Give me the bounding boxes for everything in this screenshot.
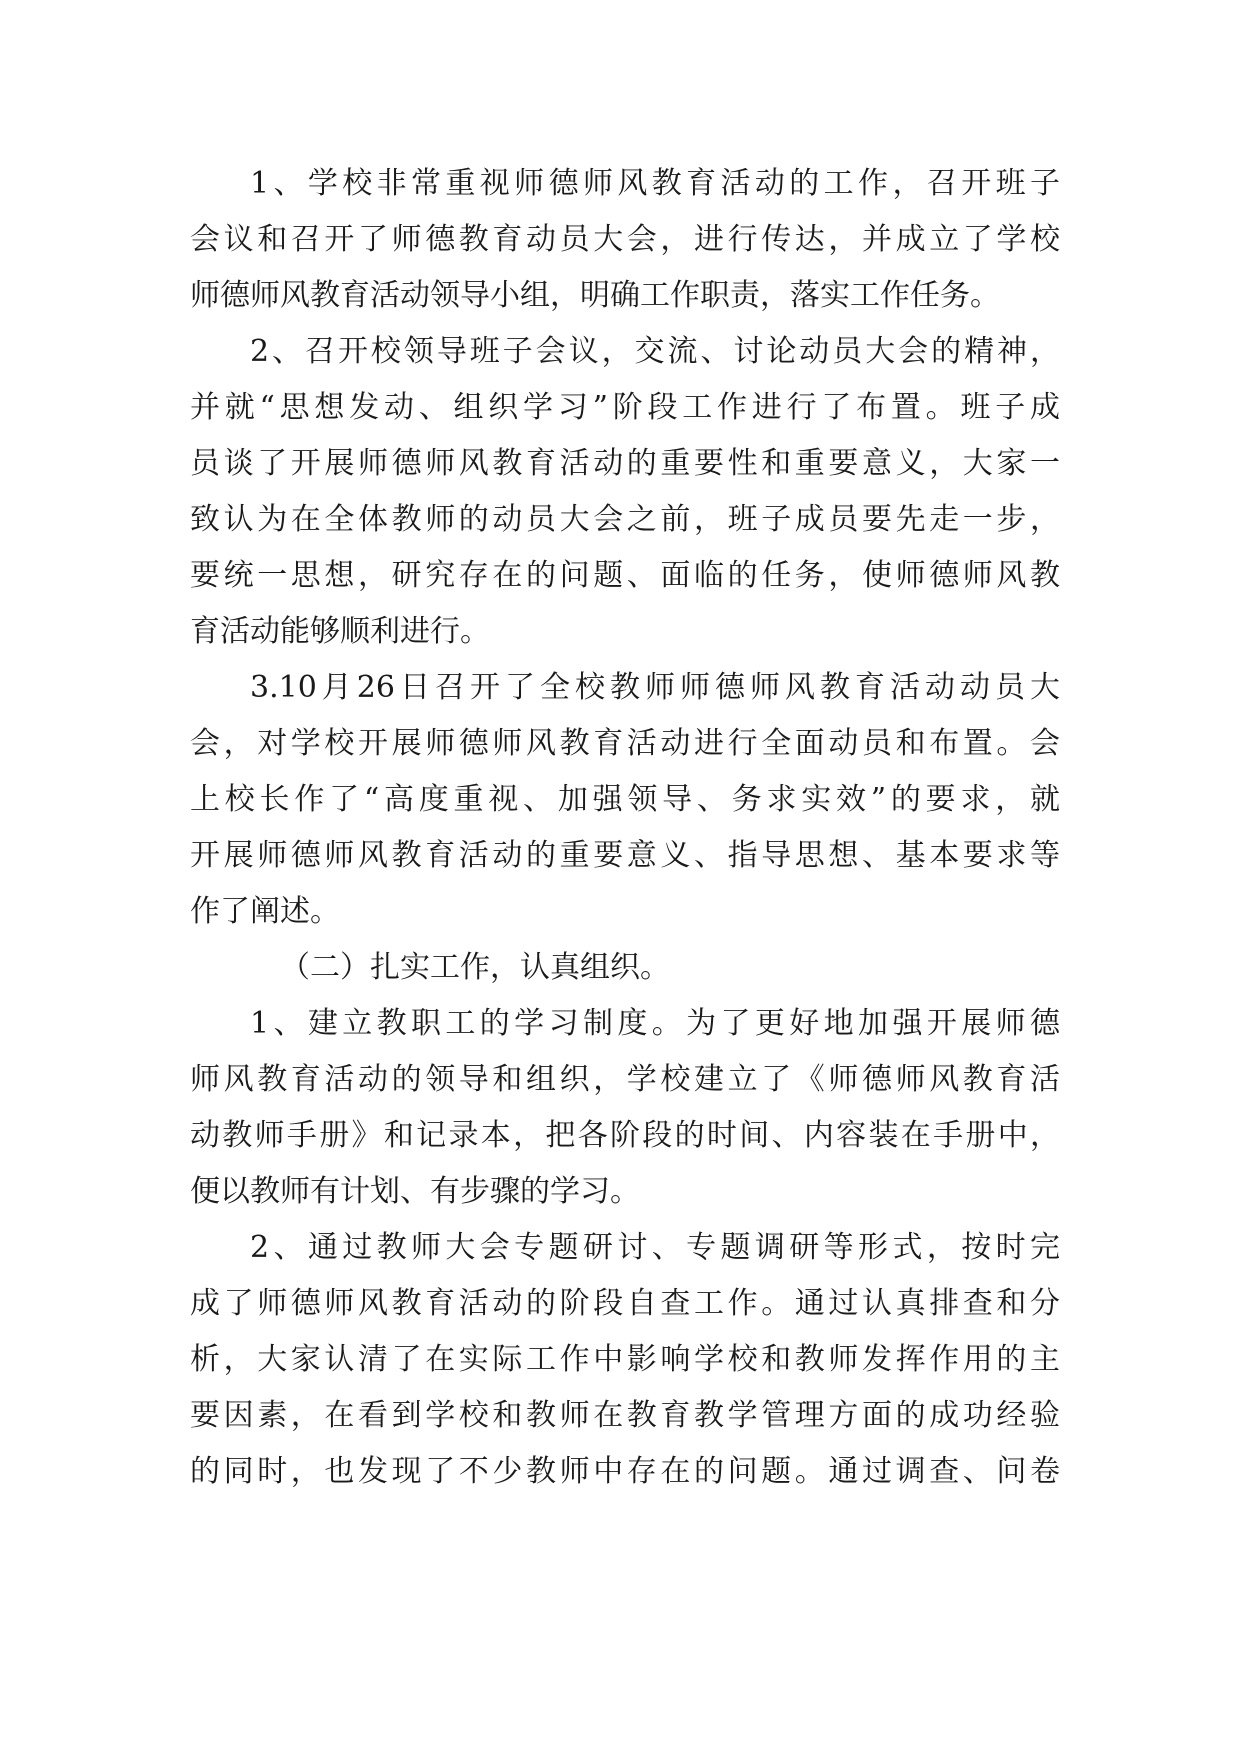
text-line: 致认为在全体教师的动员大会之前，班子成员要先走一步， bbox=[190, 502, 1060, 537]
text-line: 师德师风教育活动领导小组，明确工作职责，落实工作任务。 bbox=[190, 278, 1000, 313]
text-line: 会，对学校开展师德师风教育活动进行全面动员和布置。会 bbox=[190, 726, 1060, 761]
text-line: 2、召开校领导班子会议，交流、讨论动员大会的精神， bbox=[250, 334, 1060, 369]
text-line: 1、学校非常重视师德师风教育活动的工作，召开班子 bbox=[250, 166, 1060, 201]
text-line: 1、建立教职工的学习制度。为了更好地加强开展师德 bbox=[250, 1006, 1060, 1041]
text-line: 并就“思想发动、组织学习”阶段工作进行了布置。班子成 bbox=[190, 390, 1060, 425]
text-line: 3.10月26日召开了全校教师师德师风教育活动动员大 bbox=[250, 670, 1060, 705]
text-line: 作了阐述。 bbox=[190, 894, 340, 929]
text-line: 成了师德师风教育活动的阶段自查工作。通过认真排查和分 bbox=[190, 1286, 1060, 1321]
body-text bbox=[190, 156, 1060, 1500]
text-line: 要统一思想，研究存在的问题、面临的任务，使师德师风教 bbox=[190, 558, 1060, 593]
text-line: 开展师德师风教育活动的重要意义、指导思想、基本要求等 bbox=[190, 838, 1060, 873]
text-line: 析，大家认清了在实际工作中影响学校和教师发挥作用的主 bbox=[190, 1342, 1060, 1377]
text-line: 要因素，在看到学校和教师在教育教学管理方面的成功经验 bbox=[190, 1398, 1060, 1433]
text-line: 上校长作了“高度重视、加强领导、务求实效”的要求，就 bbox=[190, 782, 1060, 817]
text-line: （二）扎实工作，认真组织。 bbox=[280, 950, 670, 985]
text-line: 育活动能够顺利进行。 bbox=[190, 614, 490, 649]
text-line: 动教师手册》和记录本，把各阶段的时间、内容装在手册中， bbox=[190, 1118, 1060, 1153]
text-line: 员谈了开展师德师风教育活动的重要性和重要意义，大家一 bbox=[190, 446, 1060, 481]
text-line: 的同时，也发现了不少教师中存在的问题。通过调查、问卷 bbox=[190, 1454, 1060, 1489]
text-line: 便以教师有计划、有步骤的学习。 bbox=[190, 1174, 640, 1209]
text-line: 师风教育活动的领导和组织，学校建立了《师德师风教育活 bbox=[190, 1062, 1060, 1097]
text-line: 会议和召开了师德教育动员大会，进行传达，并成立了学校 bbox=[190, 222, 1060, 257]
text-line: 2、通过教师大会专题研讨、专题调研等形式，按时完 bbox=[250, 1230, 1060, 1265]
